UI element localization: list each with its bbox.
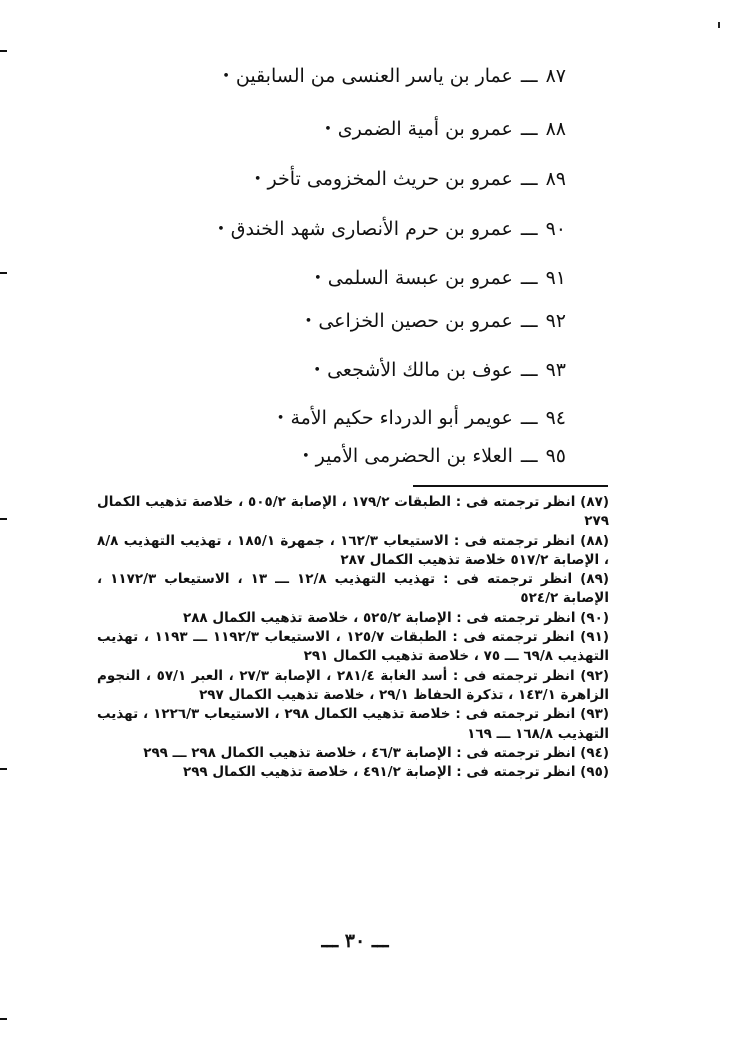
bullet-dot: • (217, 222, 225, 237)
entry-dash: ـــ (520, 168, 538, 190)
entry-number: ٨٩ (545, 168, 566, 190)
footnote-separator (413, 485, 608, 487)
footnote-87: (٨٧) انظر ترجمته فى : الطبقات ١٧٩/٢ ، الإصابة ٥٠٥/٢ ، خلاصة تذهيب الكمال ٢٧٩ (97, 494, 609, 530)
scan-edge-mark (0, 768, 7, 770)
entry-name: عمار بن ياسر العنسى من السابقين (235, 65, 513, 87)
entries-list (0, 0, 733, 480)
entry-dash: ـــ (520, 218, 538, 240)
entry-name: عمرو بن حرم الأنصارى شهد الخندق (230, 218, 513, 240)
bullet-dot: • (304, 314, 313, 329)
entry-number: ٨٨ (545, 118, 566, 140)
entry-91 (314, 265, 566, 291)
footnotes (97, 493, 609, 782)
footnote-92: (٩٢) انظر ترجمته فى : أسد الغابة ٢٨١/٤ ، الإصابة ٢٧/٣ ، العبر ٥٧/١ ، النجوم الزاهرة ١٤٣/١ ، تذكرة الحفاظ ٢٩/١ ، خلاصة تذهيب الكمال ٢٩٧ (97, 667, 610, 703)
page-number: ـــ ٣٠ ـــ (321, 930, 389, 952)
entry-dash: ـــ (520, 267, 538, 289)
footnote-94: (٩٤) انظر ترجمته فى : الإصابة ٤٦/٣ ، خلاصة تذهيب الكمال ٢٩٨ ـــ ٢٩٩ (143, 744, 609, 761)
entry-name: عمرو بن حصين الخزاعى (318, 310, 513, 332)
footnote-88: (٨٨) انظر ترجمته فى : الاستيعاب ١٦٢/٣ ، جمهرة ١٨٥/١ ، تهذيب التهذيب ٨/٨ ، الإصابة ٥١٧/٢ خلاصة تذهيب الكمال ٢٨٧ (97, 532, 609, 568)
entry-dash: ـــ (520, 310, 538, 332)
scan-edge-mark (0, 1018, 7, 1020)
bullet-dot: • (222, 69, 230, 84)
entry-dash: ـــ (520, 407, 538, 429)
entry-number: ٩٢ (545, 310, 566, 332)
footnote-90: (٩٠) انظر ترجمته فى : الإصابة ٥٢٥/٢ ، خلاصة تذهيب الكمال ٢٨٨ (182, 609, 609, 626)
entry-number: ٩٥ (545, 445, 566, 467)
bullet-dot: • (302, 449, 310, 464)
entry-name: عمرو بن حريث المخزومى تأخر (267, 168, 513, 190)
bullet-dot: • (276, 411, 285, 426)
entry-dash: ـــ (520, 118, 538, 140)
entry-dash: ـــ (520, 65, 538, 87)
scan-edge-mark (0, 518, 7, 520)
entry-95 (302, 443, 566, 469)
entry-dash: ـــ (520, 359, 538, 381)
entry-88 (324, 116, 566, 142)
scan-edge-mark (0, 50, 7, 52)
entry-number: ٨٧ (545, 65, 566, 87)
bullet-dot: • (324, 122, 332, 137)
entry-87 (222, 63, 566, 89)
entry-number: ٩١ (545, 267, 566, 289)
entry-name: العلاء بن الحضرمى الأمير (315, 445, 513, 467)
bullet-dot: • (253, 172, 262, 187)
footnote-91: (٩١) انظر ترجمته فى : الطبقات ١٢٥/٧ ، الاستيعاب ١١٩٢/٣ ـــ ١١٩٣ ، تهذيب التهذيب ٦٩/٨ ـــ ٧٥ ، خلاصة تذهيب الكمال ٢٩١ (97, 629, 610, 665)
entry-name: عمرو بن عبسة السلمى (327, 267, 513, 289)
scan-speck (718, 22, 720, 28)
entry-number: ٩٤ (545, 407, 566, 429)
entry-92 (305, 308, 566, 334)
bullet-dot: • (314, 271, 322, 286)
entry-93 (313, 357, 566, 383)
footnote-93: (٩٣) انظر ترجمته فى : خلاصة تذهيب الكمال ٢٩٨ ، الاستيعاب ١٢٢٦/٣ ، تهذيب التهذيب ١٦٨/٨ ـــ ١٦٩ (97, 706, 609, 742)
entry-dash: ـــ (520, 445, 538, 467)
footnote-89: (٨٩) انظر ترجمته فى : تهذيب التهذيب ١٢/٨ ـــ ١٣ ، الاستيعاب ١١٧٢/٣ ، الإصابة ٥٢٤/٢ (97, 571, 609, 607)
entry-94 (277, 405, 566, 431)
entry-89 (254, 166, 566, 192)
entry-name: عمرو بن أمية الضمرى (337, 118, 513, 140)
scan-edge-mark (0, 272, 7, 274)
entry-name: عويمر أبو الدرداء حكيم الأمة (290, 407, 513, 429)
bullet-dot: • (313, 363, 322, 378)
footnote-95: (٩٥) انظر ترجمته فى : الإصابة ٤٩١/٢ ، خلاصة تذهيب الكمال ٢٩٩ (182, 764, 609, 781)
entry-number: ٩٠ (545, 218, 566, 240)
entry-90 (217, 216, 566, 242)
entry-number: ٩٣ (545, 359, 566, 381)
entry-name: عوف بن مالك الأشجعى (327, 359, 513, 381)
